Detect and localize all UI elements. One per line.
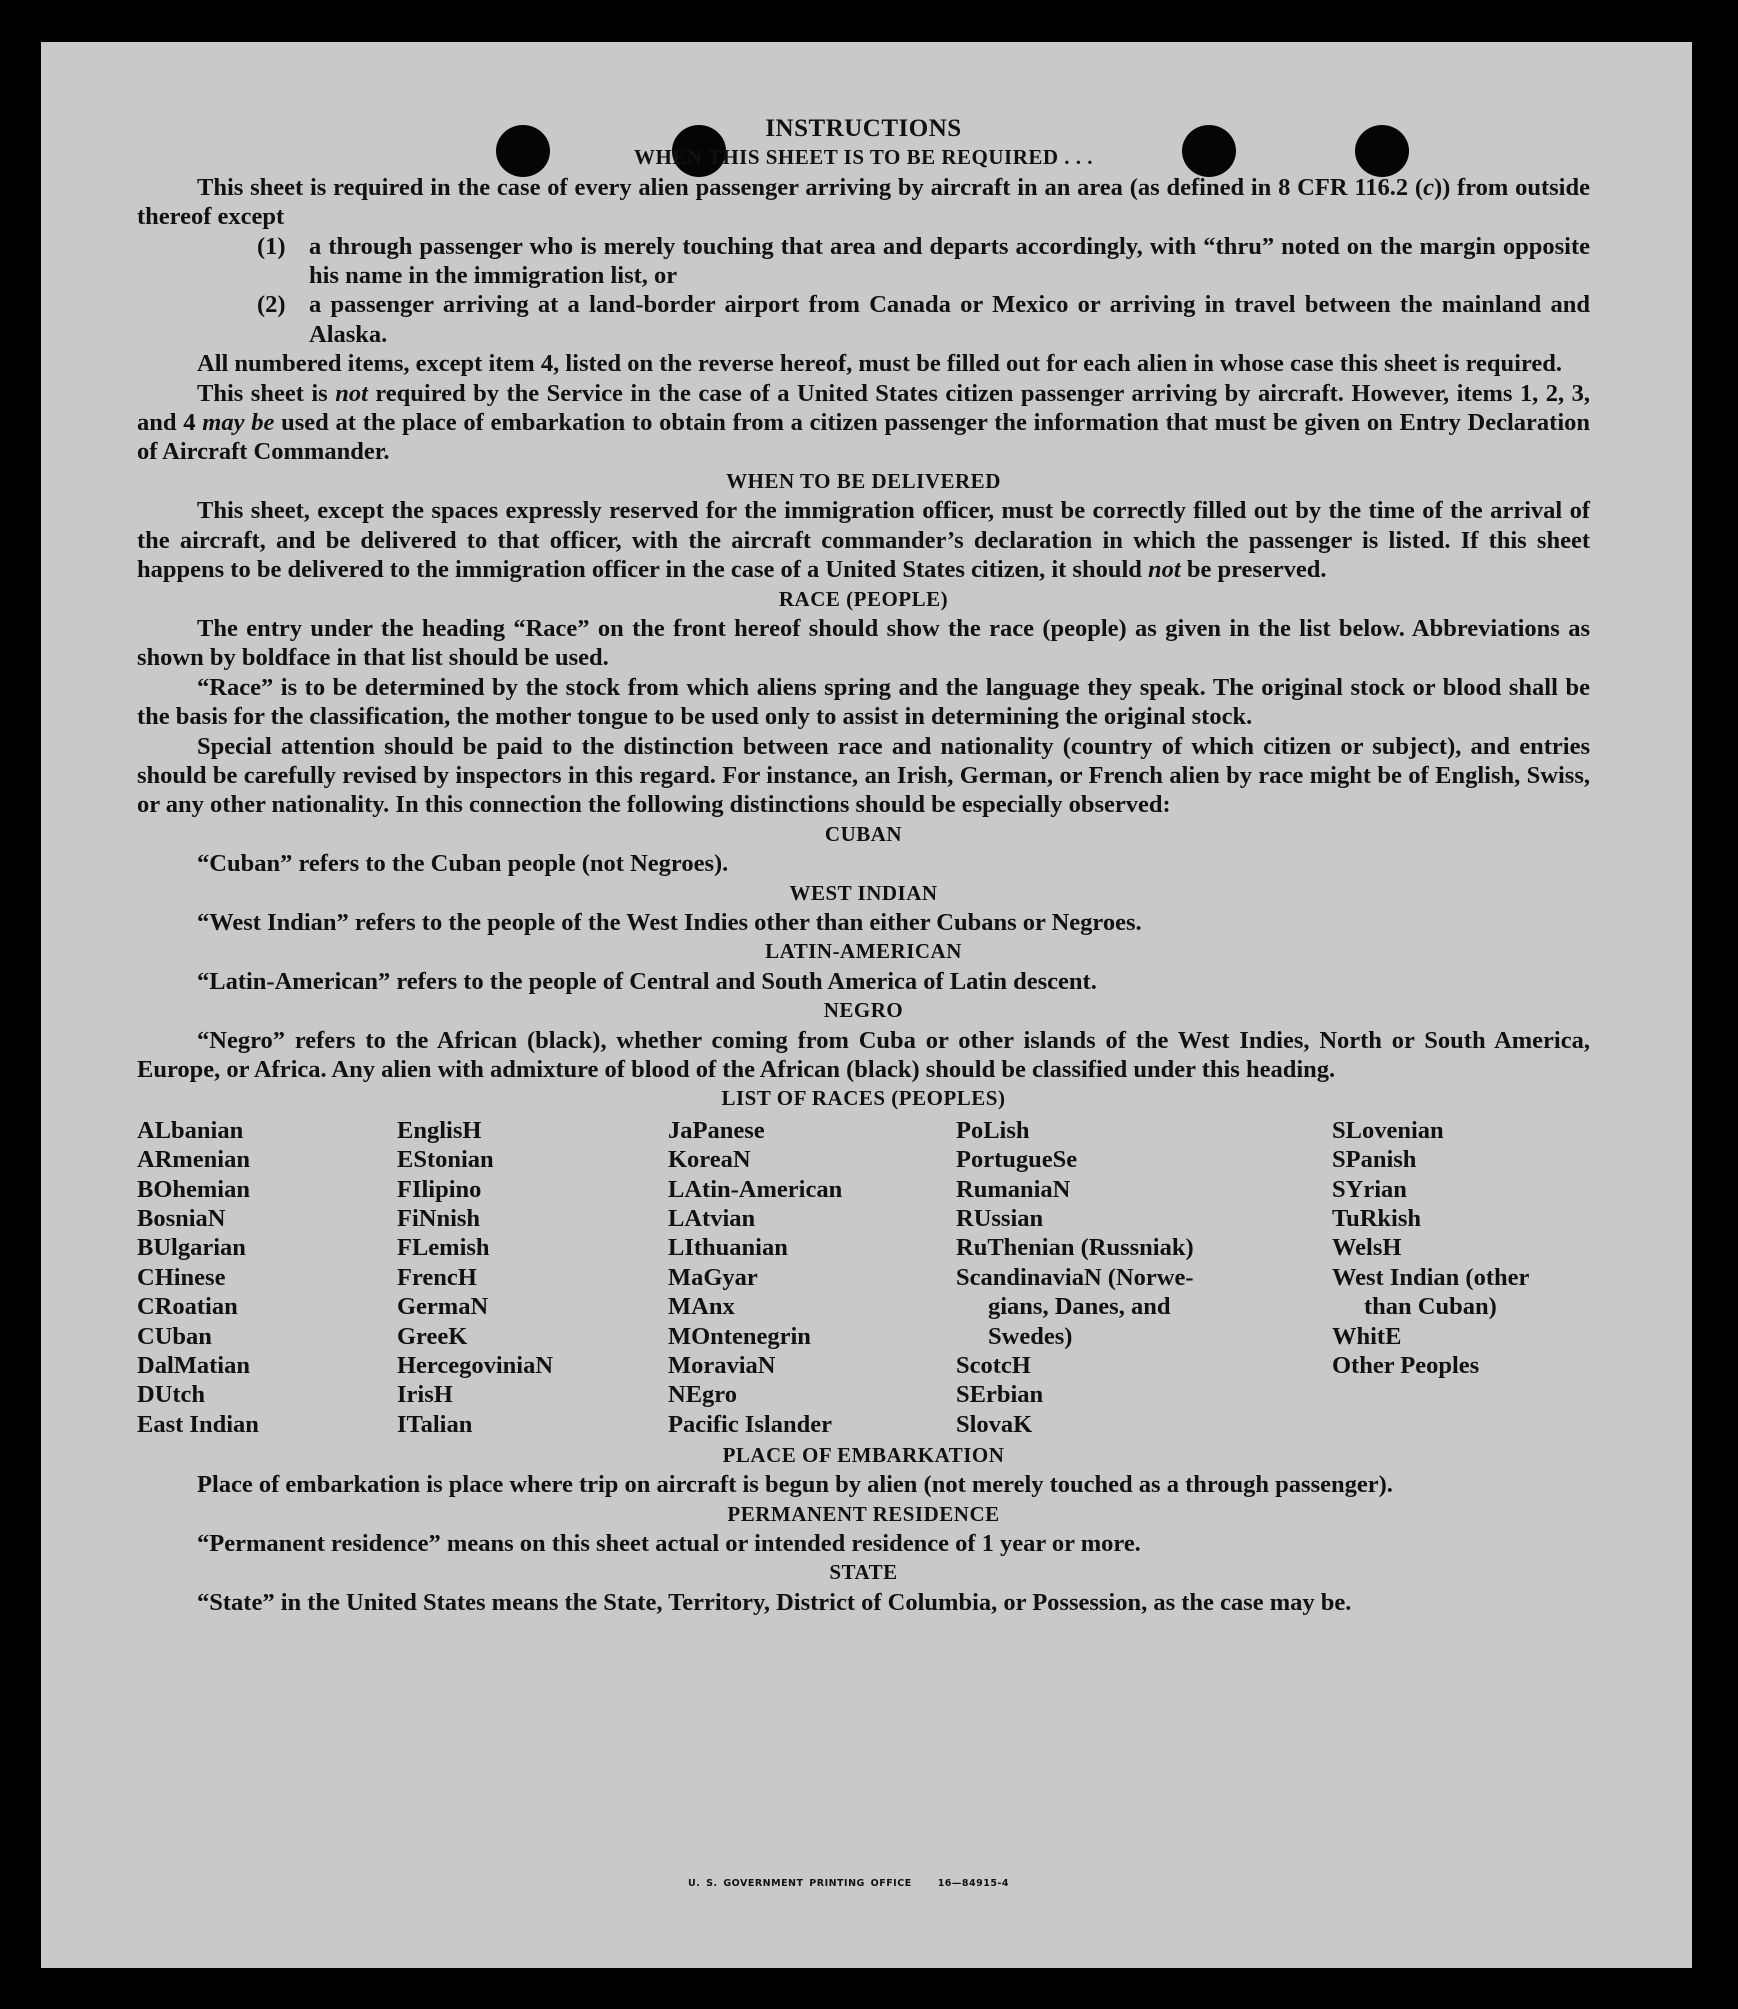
- paragraph: [137, 1470, 1590, 1499]
- section-heading: RACE (PEOPLE): [778, 586, 949, 611]
- paragraph: [137, 1529, 1590, 1558]
- section-heading: STATE: [829, 1560, 898, 1585]
- paragraph: [137, 967, 1590, 996]
- text-run: used at the place of embarkation to obtain from a citizen passenger the information that must be given on Entry Declaration of Aircraft Commander.: [137, 409, 1590, 466]
- paragraph: [137, 1026, 1590, 1085]
- race-entry: than Cuban): [1364, 1293, 1497, 1321]
- race-entry: ScandinaviaN (Norwe-: [956, 1263, 1194, 1291]
- text-run: )) from outside thereof except: [137, 173, 1590, 231]
- race-entry: TuRkish: [1332, 1204, 1422, 1232]
- section: [137, 585, 1590, 820]
- race-entry: Other Peoples: [1332, 1351, 1480, 1379]
- race-entry: JaPanese: [668, 1116, 765, 1144]
- text-run: This sheet is: [197, 379, 336, 407]
- race-column: [956, 1116, 1194, 1439]
- race-entry: DalMatian: [137, 1351, 250, 1379]
- race-entry: CUban: [137, 1322, 212, 1350]
- race-entry: PoLish: [956, 1116, 1030, 1144]
- item-text: [309, 290, 1590, 349]
- race-list: [137, 1116, 1590, 1441]
- section: [137, 1441, 1590, 1500]
- race-entry: FrencH: [397, 1263, 477, 1291]
- section: [137, 1500, 1590, 1559]
- paragraph: [137, 732, 1590, 820]
- race-entry: EnglisH: [397, 1116, 482, 1144]
- race-entry: RumaniaN: [956, 1175, 1071, 1203]
- paragraph: [137, 1588, 1590, 1617]
- race-entry: RUssian: [956, 1204, 1044, 1232]
- text-run: be preserved.: [1180, 556, 1327, 584]
- race-entry: EStonian: [397, 1146, 494, 1174]
- section-heading: CUBAN: [824, 821, 903, 846]
- page-title: INSTRUCTIONS: [765, 115, 962, 142]
- race-entry: SLovenian: [1332, 1116, 1444, 1144]
- race-entry: WhitE: [1332, 1322, 1402, 1350]
- race-entry: FiNnish: [397, 1204, 481, 1232]
- section: [137, 467, 1590, 585]
- section-heading: NEGRO: [823, 998, 904, 1023]
- race-entry: RuThenian (Russniak): [956, 1234, 1194, 1262]
- text-run: “Cuban” refers to the Cuban people (not Negroes).: [197, 850, 729, 878]
- race-entry: IrisH: [397, 1381, 453, 1409]
- printer-name: U. S. GOVERNMENT PRINTING OFFICE: [688, 1878, 912, 1889]
- text-run: Special attention should be paid to the distinction between race and nationality (country of which citizen or subject), and entries should be carefully revised by inspectors in this regard. For instance, an Irish, German, or French alien by race might be of English, Swiss, or any other nationality. In this connection the following distinctions should be especially observed:: [137, 732, 1590, 819]
- paragraph: [137, 496, 1590, 584]
- text-run: “West Indian” refers to the people of the West Indies other than either Cubans or Negroes.: [197, 908, 1142, 936]
- race-entry: LIthuanian: [668, 1234, 788, 1262]
- paragraph: [137, 614, 1590, 673]
- text-run: not: [335, 379, 368, 407]
- section-heading: WHEN THIS SHEET IS TO BE REQUIRED . . .: [633, 145, 1094, 170]
- text-run: “Negro” refers to the African (black), whether coming from Cuba or other islands of the West Indies, North or South America, Europe, or Africa. Any alien with admixture of blood of the African (black) should be classified under this heading.: [137, 1026, 1590, 1083]
- race-entry: MaGyar: [668, 1263, 758, 1291]
- numbered-item: [257, 232, 1590, 291]
- text-run: not: [1148, 556, 1181, 584]
- race-entry: ScotcH: [956, 1351, 1031, 1379]
- race-entry: MOntenegrin: [668, 1322, 811, 1350]
- text-run: c: [1423, 173, 1434, 201]
- text-run: a through passenger who is merely touching that area and departs accordingly, with “thru” noted on the margin opposite his name in the immigration list, or: [309, 232, 1590, 290]
- race-column: [1332, 1116, 1529, 1381]
- paragraph: [137, 349, 1590, 378]
- race-column: [397, 1116, 553, 1439]
- section-heading: LIST OF RACES (PEOPLES): [721, 1086, 1006, 1111]
- section: [137, 143, 1590, 466]
- text-run: Place of embarkation is place where trip on aircraft is begun by alien (not merely touched as a through passenger).: [197, 1471, 1393, 1499]
- race-entry: MAnx: [668, 1293, 735, 1321]
- race-entry: BosniaN: [137, 1204, 226, 1232]
- race-entry: Swedes): [988, 1322, 1073, 1350]
- race-entry: HercegoviniaN: [397, 1351, 554, 1379]
- section-heading: PLACE OF EMBARKATION: [722, 1442, 1005, 1467]
- paragraph: [137, 173, 1590, 232]
- paragraph: [137, 908, 1590, 937]
- race-entry: BUlgarian: [137, 1234, 246, 1262]
- race-entry: ALbanian: [137, 1116, 244, 1144]
- section: [137, 879, 1590, 938]
- text-run: a passenger arriving at a land-border airport from Canada or Mexico or arriving in travel between the mainland and Alaska.: [309, 291, 1590, 348]
- race-entry: gians, Danes, and: [988, 1293, 1171, 1321]
- race-entry: West Indian (other: [1332, 1263, 1530, 1291]
- item-number: (2): [257, 291, 286, 319]
- text-run: required by the Service in the case of a United States citizen passenger arriving by aircraft. However, items 1, 2, 3, and 4: [137, 379, 1591, 437]
- race-entry: BOhemian: [137, 1175, 250, 1203]
- section-heading: WHEN TO BE DELIVERED: [726, 468, 1001, 493]
- race-entry: SErbian: [956, 1381, 1044, 1409]
- race-column: [668, 1116, 842, 1439]
- race-entry: LAtvian: [668, 1204, 756, 1232]
- section: [137, 1084, 1590, 1440]
- race-entry: MoraviaN: [668, 1351, 776, 1379]
- printer-imprint: [688, 1878, 1009, 1889]
- race-entry: ARmenian: [137, 1146, 250, 1174]
- race-entry: FLemish: [397, 1234, 490, 1262]
- race-entry: GreeK: [397, 1322, 468, 1350]
- instructions-body: [137, 114, 1590, 1617]
- item-number: (1): [257, 232, 286, 260]
- section: [137, 820, 1590, 879]
- race-entry: LAtin-American: [668, 1175, 843, 1203]
- race-column: [137, 1116, 259, 1439]
- section-heading: PERMANENT RESIDENCE: [727, 1501, 1000, 1526]
- race-entry: FIlipino: [397, 1175, 482, 1203]
- text-run: “Race” is to be determined by the stock from which aliens spring and the language they speak. The original stock or blood shall be the basis for the classification, the mother tongue to be used only to assist in determining the original stock.: [137, 673, 1590, 731]
- form-code: 16—84915-4: [937, 1878, 1010, 1889]
- race-entry: KoreaN: [668, 1146, 751, 1174]
- numbered-item: [257, 290, 1590, 349]
- race-entry: East Indian: [137, 1410, 259, 1438]
- race-entry: CHinese: [137, 1263, 226, 1291]
- text-run: “Permanent residence” means on this sheet actual or intended residence of 1 year or more.: [197, 1530, 1141, 1558]
- race-entry: SPanish: [1332, 1146, 1417, 1174]
- section: [137, 1558, 1590, 1617]
- race-entry: WelsH: [1332, 1234, 1402, 1262]
- race-entry: ITalian: [397, 1410, 473, 1438]
- text-run: This sheet, except the spaces expressly reserved for the immigration officer, must be correctly filled out by the time of the arrival of the aircraft, and be delivered to that officer, with the aircraft commander’s declaration in which the passenger is listed. If this sheet happens to be delivered to the immigration officer in the case of a United States citizen, it should: [137, 497, 1590, 584]
- section: [137, 937, 1590, 996]
- section: [137, 996, 1590, 1084]
- race-entry: Pacific Islander: [668, 1410, 832, 1438]
- text-run: The entry under the heading “Race” on the front hereof should show the race (people) as given in the list below. Abbreviations as shown by boldface in that list should be used.: [137, 614, 1590, 672]
- race-entry: PortugueSe: [956, 1146, 1078, 1174]
- paragraph: [137, 379, 1590, 467]
- text-run: “State” in the United States means the State, Territory, District of Columbia, or Possession, as the case may be.: [197, 1588, 1352, 1616]
- text-run: All numbered items, except item 4, listed on the reverse hereof, must be filled out for each alien in whose case this sheet is required.: [197, 350, 1563, 378]
- text-run: “Latin-American” refers to the people of Central and South America of Latin descent.: [197, 967, 1097, 995]
- race-entry: CRoatian: [137, 1293, 238, 1321]
- sections: [137, 143, 1590, 1617]
- section-heading: WEST INDIAN: [789, 880, 938, 905]
- text-run: This sheet is required in the case of every alien passenger arriving by aircraft in an area (as defined in 8 CFR 116.2 (: [197, 173, 1424, 201]
- text-run: may be: [202, 409, 275, 437]
- paragraph: [137, 673, 1590, 732]
- race-entry: SYrian: [1332, 1175, 1407, 1203]
- section-heading: LATIN-AMERICAN: [765, 939, 962, 964]
- paragraph: [137, 849, 1590, 878]
- race-entry: DUtch: [137, 1381, 206, 1409]
- race-entry: NEgro: [668, 1381, 737, 1409]
- race-entry: GermaN: [397, 1293, 489, 1321]
- race-entry: SlovaK: [956, 1410, 1033, 1438]
- item-text: [309, 232, 1590, 291]
